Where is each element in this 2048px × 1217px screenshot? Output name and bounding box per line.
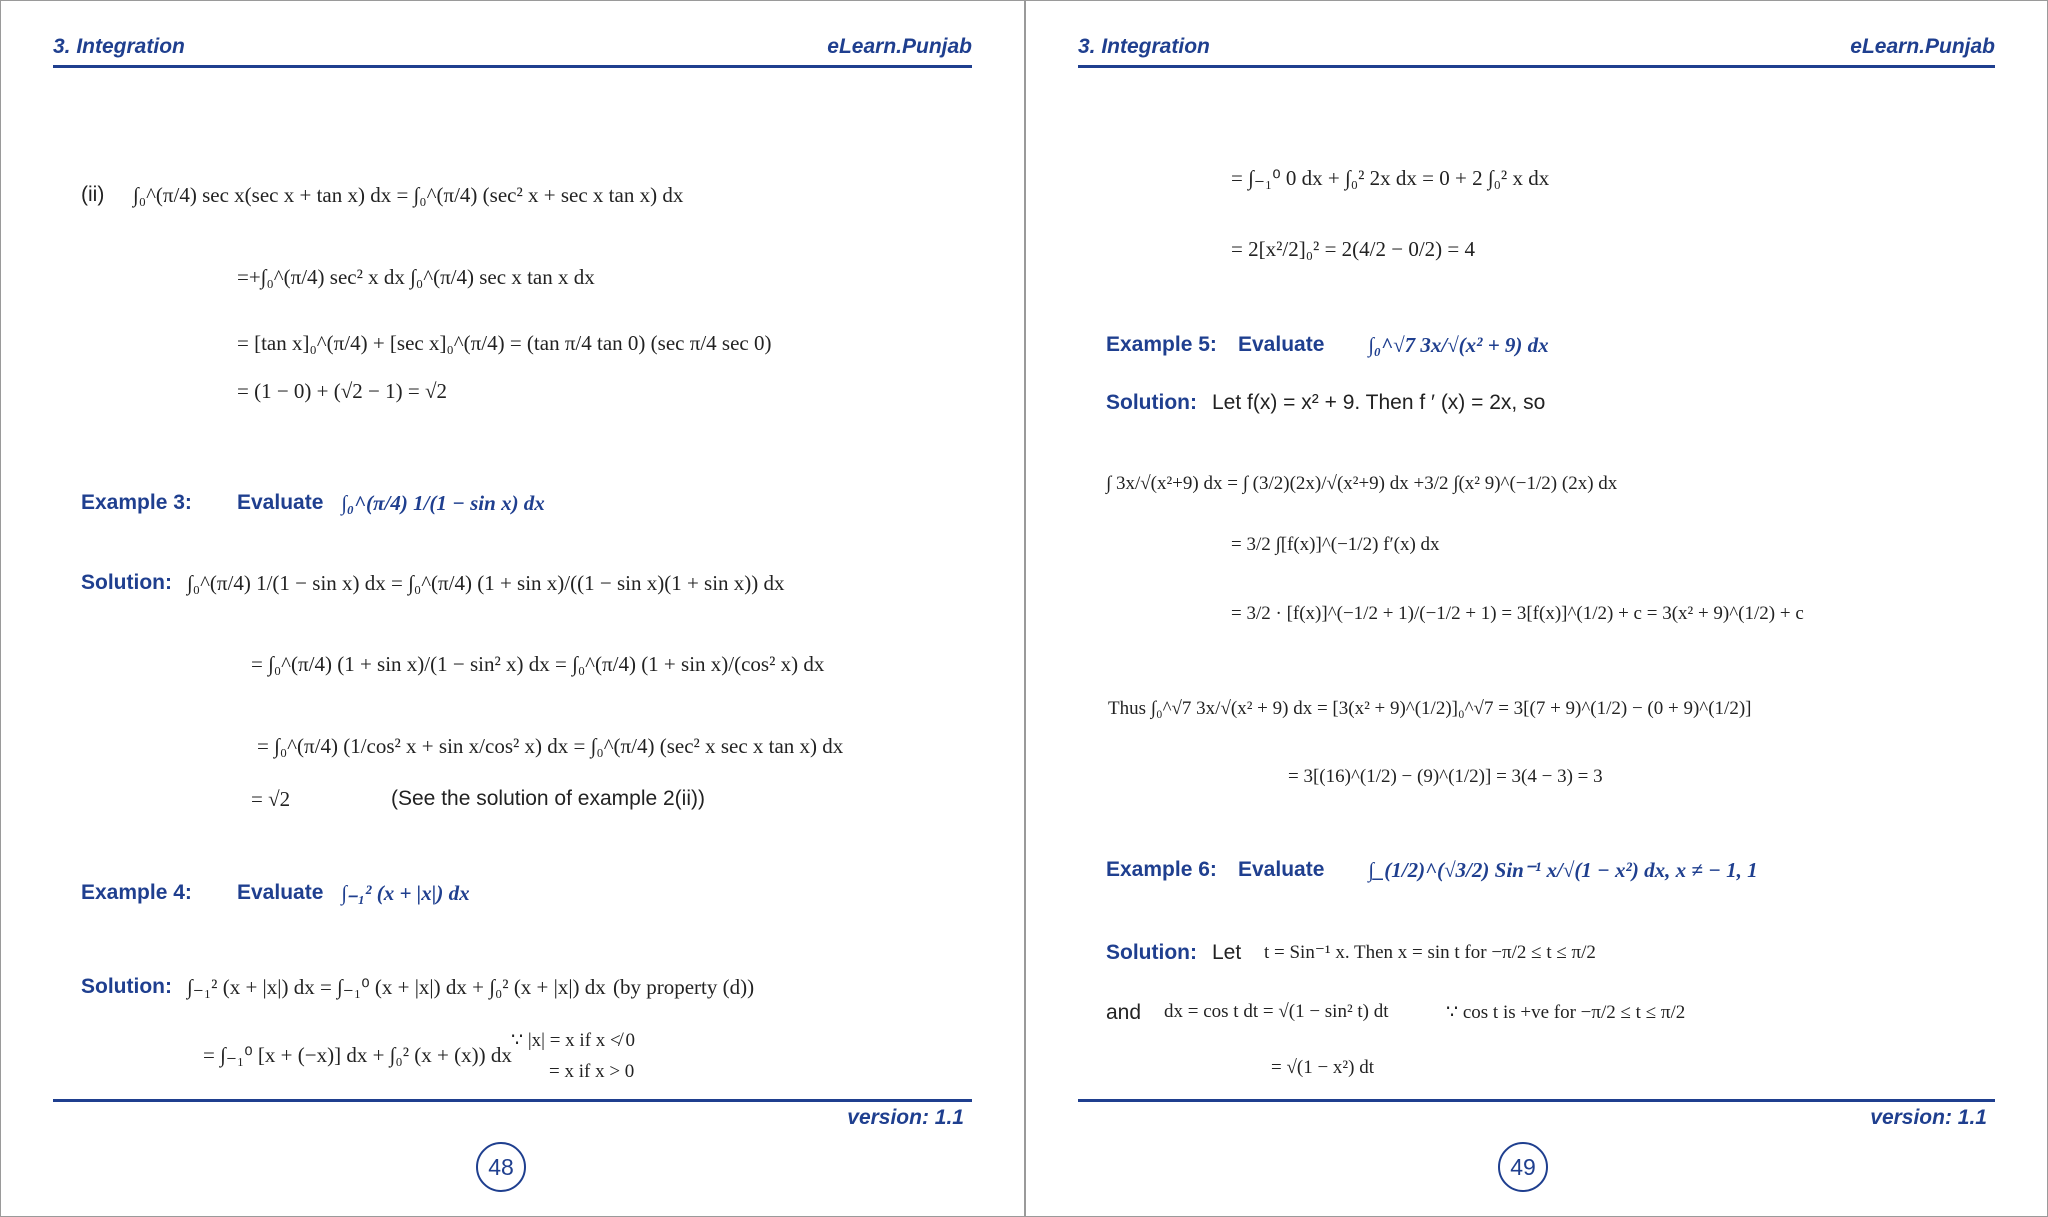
brand-name: eLearn.Punjab <box>1850 35 1995 58</box>
page-number: 49 <box>1498 1142 1548 1192</box>
math-line: = [tan x]₀^(π/4) + [sec x]₀^(π/4) = (tan π/4 tan 0) (sec π/4 sec 0) <box>237 331 772 355</box>
math-line: t = Sin⁻¹ x. Then x = sin t for −π/2 ≤ t ≤ π/2 <box>1264 942 1596 963</box>
page-header <box>53 35 972 68</box>
version-label: version: 1.1 <box>847 1106 964 1129</box>
math-line: = ∫₋₁⁰ 0 dx + ∫₀² 2x dx = 0 + 2 ∫₀² x dx <box>1231 166 1550 190</box>
math-line: = ∫₀^(π/4) (1/cos² x + sin x/cos² x) dx = ∫₀^(π/4) (sec² x sec x tan x) dx <box>257 734 844 758</box>
page-49 <box>1025 0 2048 1217</box>
solution-label: Solution: <box>81 571 172 594</box>
solution-text: Let <box>1212 941 1242 964</box>
page-number: 48 <box>476 1142 526 1192</box>
math-line: = 2[x²/2]₀² = 2(4/2 − 0/2) = 4 <box>1231 237 1476 261</box>
bracket-note: ∵ cos t is +ve for −π/2 ≤ t ≤ π/2 <box>1446 1002 1686 1023</box>
math-line: = √2 <box>251 787 291 811</box>
example-3-label: Example 3: <box>81 491 192 514</box>
math-line: = 3/2 ∫[f(x)]^(−1/2) f′(x) dx <box>1231 534 1440 555</box>
example-4-integral: ∫₋₁² (x + |x|) dx <box>341 881 470 905</box>
example-3-integral: ∫₀^(π/4) 1/(1 − sin x) dx <box>341 491 545 515</box>
math-line: = (1 − 0) + (√2 − 1) = √2 <box>237 379 447 403</box>
example-5-integral: ∫₀^√7 3x/√(x² + 9) dx <box>1368 333 1549 357</box>
and-label: and <box>1106 1001 1142 1024</box>
chapter-title: 3. Integration <box>1078 35 1210 58</box>
math-line: = √(1 − x²) dt <box>1271 1057 1374 1078</box>
page-header <box>1078 35 1995 68</box>
example-5-label: Example 5: <box>1106 333 1217 356</box>
math-line: = ∫₋₁⁰ [x + (−x)] dx + ∫₀² (x + (x)) dx <box>203 1043 512 1067</box>
math-line: =+∫₀^(π/4) sec² x dx ∫₀^(π/4) sec x tan x dx <box>237 265 595 289</box>
math-line: ∫₀^(π/4) 1/(1 − sin x) dx = ∫₀^(π/4) (1 + sin x)/((1 − sin x)(1 + sin x)) dx <box>187 571 785 595</box>
evaluate-label: Evaluate <box>237 491 324 514</box>
solution-note: (See the solution of example 2(ii)) <box>391 787 705 810</box>
evaluate-label: Evaluate <box>1238 858 1325 881</box>
math-line: ∫₀^(π/4) sec x(sec x + tan x) dx = ∫₀^(π/4) (sec² x + sec x tan x) dx <box>133 183 684 207</box>
property-note: (by property (d)) <box>613 975 755 999</box>
evaluate-label: Evaluate <box>1238 333 1325 356</box>
case-line: ∵ |x| = x if x ≮ 0 <box>511 1030 635 1051</box>
solution-label: Solution: <box>81 975 172 998</box>
solution-label: Solution: <box>1106 391 1197 414</box>
math-line: dx = cos t dt = √(1 − sin² t) dt <box>1164 1001 1389 1022</box>
example-4-label: Example 4: <box>81 881 192 904</box>
example-6-label: Example 6: <box>1106 858 1217 881</box>
brand-name: eLearn.Punjab <box>827 35 972 58</box>
math-line: = 3/2 · [f(x)]^(−1/2 + 1)/(−1/2 + 1) = 3[f(x)]^(1/2) + c = 3(x² + 9)^(1/2) + c <box>1231 603 1804 624</box>
page-footer <box>53 1099 972 1128</box>
page-footer <box>1078 1099 1995 1128</box>
evaluate-label: Evaluate <box>237 881 324 904</box>
solution-text: Let f(x) = x² + 9. Then f ′ (x) = 2x, so <box>1212 391 1546 414</box>
math-line: Thus ∫₀^√7 3x/√(x² + 9) dx = [3(x² + 9)^(1/2)]₀^√7 = 3[(7 + 9)^(1/2) − (0 + 9)^(1/2)] <box>1108 698 1752 719</box>
version-label: version: 1.1 <box>1870 1106 1987 1129</box>
math-line: ∫ 3x/√(x²+9) dx = ∫ (3/2)(2x)/√(x²+9) dx +3/2 ∫(x² 9)^(−1/2) (2x) dx <box>1106 473 1618 494</box>
math-line: ∫₋₁² (x + |x|) dx = ∫₋₁⁰ (x + |x|) dx + ∫₀² (x + |x|) dx <box>187 975 606 999</box>
part-ii-label: (ii) <box>81 183 105 206</box>
solution-label: Solution: <box>1106 941 1197 964</box>
math-line: = 3[(16)^(1/2) − (9)^(1/2)] = 3(4 − 3) = 3 <box>1288 766 1603 787</box>
example-6-integral: ∫_(1/2)^(√3/2) Sin⁻¹ x/√(1 − x²) dx, x ≠ − 1, 1 <box>1368 858 1758 882</box>
case-line: = x if x > 0 <box>549 1061 635 1082</box>
chapter-title: 3. Integration <box>53 35 185 58</box>
math-line: = ∫₀^(π/4) (1 + sin x)/(1 − sin² x) dx = ∫₀^(π/4) (1 + sin x)/(cos² x) dx <box>251 652 825 676</box>
